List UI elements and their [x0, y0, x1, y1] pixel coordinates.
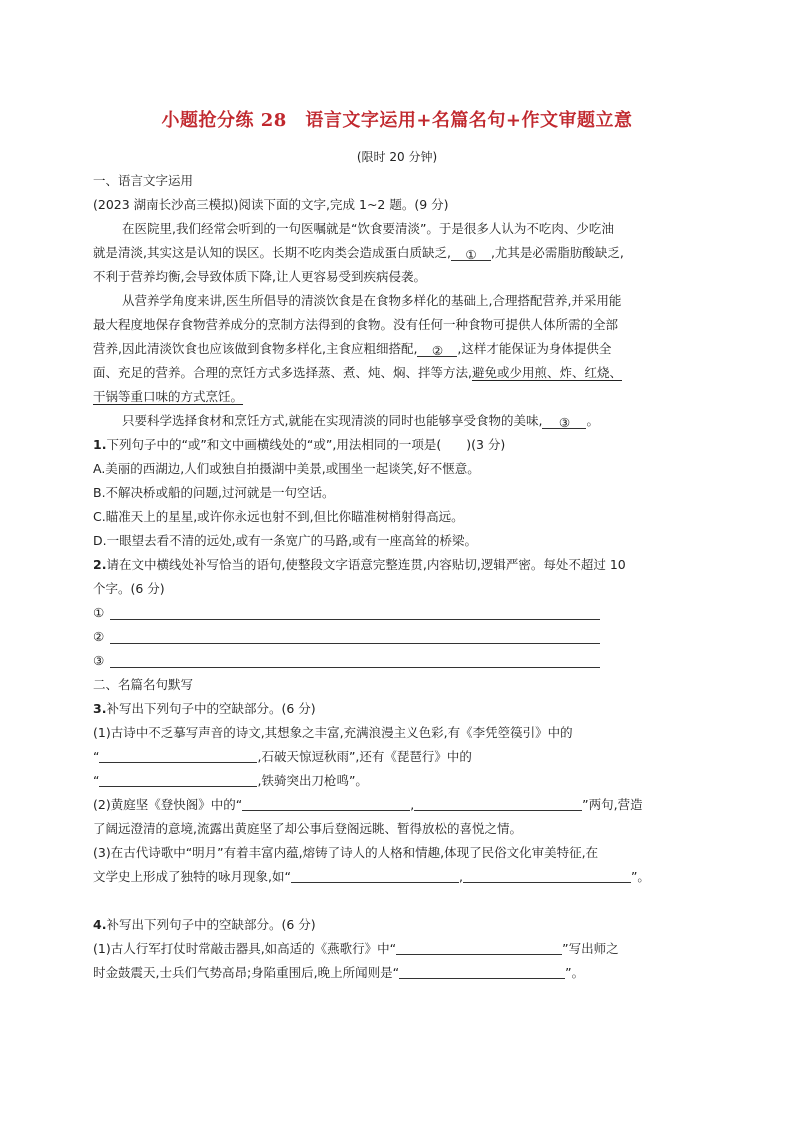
page-title: 小题抢分练 28 语言文字运用+名篇名句+作文审题立意: [161, 110, 633, 131]
passage-line: 最大程度地保存食物营养成分的烹制方法得到的食物。没有任何一种食物可提供人体所需的全部: [93, 317, 619, 332]
option-c[interactable]: C.瞄准天上的星星,或许你永远也射不到,但比你瞄准树梢射得高远。: [93, 509, 464, 524]
option-d[interactable]: D.一眼望去看不清的远处,或有一条宽广的马路,或有一座高耸的桥梁。: [93, 533, 478, 548]
section-heading-language: 一、语言文字运用: [93, 173, 194, 188]
passage-line: 在医院里,我们经常会听到的一句医嘱就是“饮食要清淡”。于是很多人认为不吃肉、少吃油: [122, 221, 614, 236]
question-4: 4.补写出下列句子中的空缺部分。(6 分): [93, 917, 316, 932]
time-limit: (限时 20 分钟): [356, 150, 438, 164]
fill-blank-3[interactable]: ③: [542, 414, 586, 429]
fill-blank-1[interactable]: ①: [451, 246, 491, 261]
fill-blank[interactable]: [242, 796, 410, 811]
option-b[interactable]: B.不解决桥或船的问题,过河就是一句空话。: [93, 485, 335, 500]
underlined-phrase: 避免或少用煎、炸、红烧、: [471, 365, 622, 380]
fill-blank[interactable]: [291, 868, 459, 883]
fill-blank[interactable]: [463, 868, 631, 883]
answer-line-1[interactable]: [110, 619, 600, 620]
fill-blank-2[interactable]: ②: [417, 342, 457, 357]
answer-mark-3: ③: [93, 653, 105, 668]
option-a[interactable]: A.美丽的西湖边,人们或独自拍摄湖中美景,或围坐一起谈笑,好不惬意。: [93, 461, 480, 476]
fill-blank[interactable]: [99, 772, 257, 787]
answer-line-3[interactable]: [110, 667, 600, 668]
answer-mark-1: ①: [93, 605, 105, 620]
question-1: 1.下列句子中的“或”和文中画横线处的“或”,用法相同的一项是( )(3 分): [93, 437, 506, 452]
q4-item-1-cont: 时金鼓震天,士兵们气势高昂;身陷重围后,晚上所闻则是“ ”。: [93, 965, 585, 980]
passage-line: 从营养学角度来讲,医生所倡导的清淡饮食是在食物多样化的基础上,合理搭配营养,并采用能: [122, 293, 622, 308]
answer-line-2[interactable]: [110, 643, 600, 644]
section-heading-quotes: 二、名篇名句默写: [93, 677, 194, 692]
q4-item-1: (1)古人行军打仗时常敲击器具,如高适的《燕歌行》中“ ”写出师之: [93, 941, 619, 956]
passage-source: (2023 湖南长沙高三模拟)阅读下面的文字,完成 1~2 题。(9 分): [93, 197, 449, 212]
q3-item-2-cont: 了阔远澄清的意境,流露出黄庭坚了却公事后登阁远眺、暂得放松的喜悦之情。: [93, 821, 522, 836]
q3-item-1-cont: “ ,石破天惊逗秋雨”,还有《琵琶行》中的: [93, 749, 472, 764]
q3-item-3: (3)在古代诗歌中“明月”有着丰富内蕴,熔铸了诗人的人格和情趣,体现了民俗文化审美特征,在: [93, 845, 599, 860]
fill-blank[interactable]: [414, 796, 582, 811]
q3-item-2: (2)黄庭坚《登快阁》中的“ , ”两句,营造: [93, 797, 643, 812]
underlined-phrase: 干锅等重口味的方式烹饪。: [93, 389, 244, 404]
fill-blank[interactable]: [396, 940, 562, 955]
question-2-cont: 个字。(6 分): [93, 581, 165, 596]
q3-item-1-cont: “ ,铁骑突出刀枪鸣”。: [93, 773, 368, 788]
passage-line: 面、充足的营养。合理的烹饪方式多选择蒸、煮、炖、焖、拌等方法,避免或少用煎、炸、红烧、: [93, 365, 622, 380]
q3-item-3-cont: 文学史上形成了独特的咏月现象,如“ , ”。: [93, 869, 650, 884]
passage-line: 不利于营养均衡,会导致体质下降,让人更容易受到疾病侵袭。: [93, 269, 426, 284]
answer-mark-2: ②: [93, 629, 105, 644]
question-3: 3.补写出下列句子中的空缺部分。(6 分): [93, 701, 316, 716]
passage-line: 就是清淡,其实这是认知的误区。长期不吃肉类会造成蛋白质缺乏, ① ,尤其是必需脂肪酸缺乏,: [93, 245, 624, 262]
q3-item-1: (1)古诗中不乏摹写声音的诗文,其想象之丰富,充满浪漫主义色彩,有《李凭箜篌引》中的: [93, 725, 573, 740]
fill-blank[interactable]: [399, 964, 565, 979]
passage-line: [93, 388, 243, 406]
question-2: 2.请在文中横线处补写恰当的语句,使整段文字语意完整连贯,内容贴切,逻辑严密。每处不超过 10: [93, 557, 626, 572]
fill-blank[interactable]: [99, 748, 257, 763]
passage-line: 只要科学选择食材和烹饪方式,就能在实现清淡的同时也能够享受食物的美味, ③ 。: [122, 413, 599, 430]
passage-line: 营养,因此清淡饮食也应该做到食物多样化,主食应粗细搭配, ② ,这样才能保证为身体提供全: [93, 341, 612, 358]
